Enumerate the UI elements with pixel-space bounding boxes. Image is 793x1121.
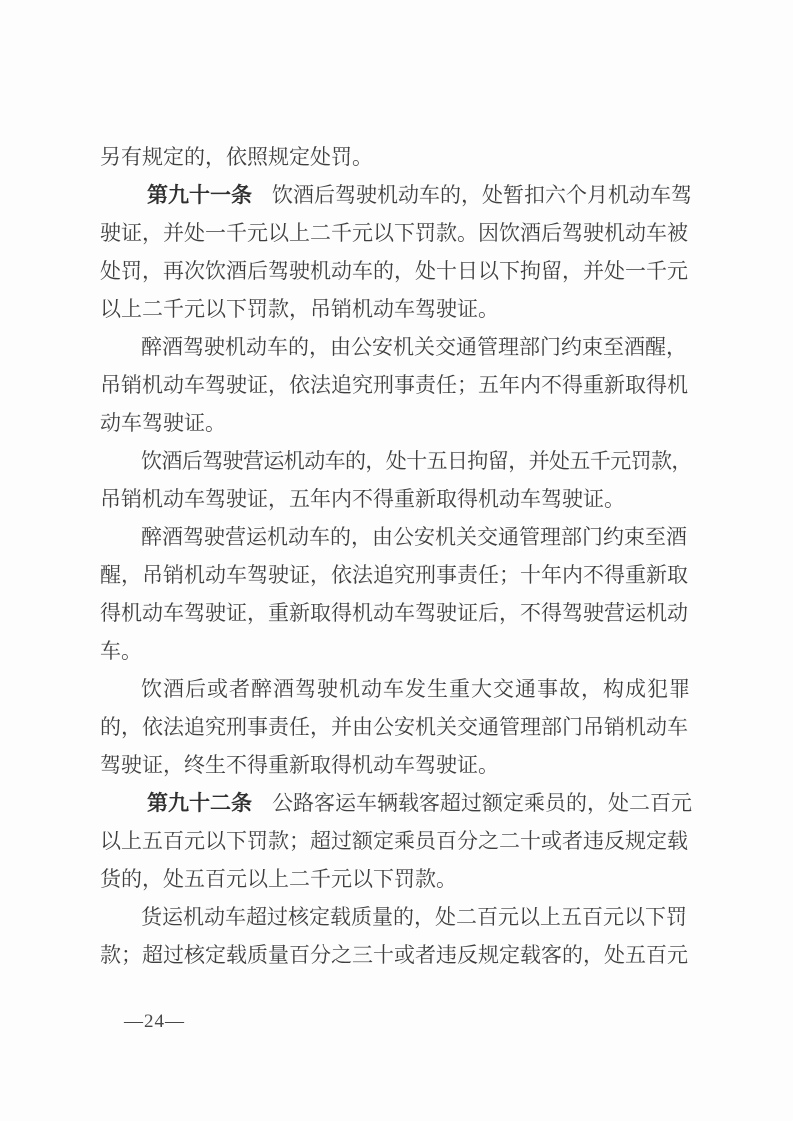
text-line bbox=[100, 784, 692, 822]
text-line: 动车驾驶证。 bbox=[100, 411, 226, 435]
text-line: 以上二千元以下罚款，吊销机动车驾驶证。 bbox=[100, 297, 499, 321]
text-line: 驶证，并处一千元以上二千元以下罚款。因饮酒后驾驶机动车被 bbox=[100, 221, 688, 245]
article-text: 公路客运车辆载客超过额定乘员的，处二百元 bbox=[272, 791, 692, 815]
text-line: 以上五百元以下罚款；超过额定乘员百分之二十或者违反规定载 bbox=[100, 829, 688, 853]
page-number: —24— bbox=[124, 1011, 185, 1032]
article-text: 饮酒后驾驶机动车的，处暂扣六个月机动车驾 bbox=[272, 183, 692, 207]
text-line: 车。 bbox=[100, 639, 142, 663]
document-body bbox=[100, 138, 692, 974]
text-line: 醉酒驾驶机动车的，由公安机关交通管理部门约束至酒醒， bbox=[141, 335, 687, 359]
article-number-91: 第九十一条 bbox=[147, 183, 252, 207]
text-line: 另有规定的，依照规定处罚。 bbox=[100, 145, 373, 169]
text-line: 饮酒后驾驶营运机动车的，处十五日拘留，并处五千元罚款， bbox=[141, 449, 692, 473]
text-line: 处罚，再次饮酒后驾驶机动车的，处十日以下拘留，并处一千元 bbox=[100, 259, 688, 283]
text-line: 得机动车驾驶证，重新取得机动车驾驶证后，不得驾驶营运机动 bbox=[100, 601, 688, 625]
text-line: 驾驶证，终生不得重新取得机动车驾驶证。 bbox=[100, 753, 499, 777]
text-line: 醉酒驾驶营运机动车的，由公安机关交通管理部门约束至酒 bbox=[141, 525, 687, 549]
text-line: 货运机动车超过核定载质量的，处二百元以上五百元以下罚 bbox=[141, 905, 687, 929]
text-line: 的，依法追究刑事责任，并由公安机关交通管理部门吊销机动车 bbox=[100, 715, 688, 739]
text-line: 款；超过核定载质量百分之三十或者违反规定载客的，处五百元 bbox=[100, 943, 688, 967]
text-line: 醒，吊销机动车驾驶证，依法追究刑事责任；十年内不得重新取 bbox=[100, 563, 688, 587]
text-line: 吊销机动车驾驶证，五年内不得重新取得机动车驾驶证。 bbox=[100, 487, 625, 511]
text-line bbox=[100, 176, 692, 214]
article-number-92: 第九十二条 bbox=[147, 791, 252, 815]
text-line: 饮酒后或者醉酒驾驶机动车发生重大交通事故，构成犯罪 bbox=[141, 677, 691, 701]
text-line: 货的，处五百元以上二千元以下罚款。 bbox=[100, 867, 457, 891]
text-line: 吊销机动车驾驶证，依法追究刑事责任；五年内不得重新取得机 bbox=[100, 373, 688, 397]
